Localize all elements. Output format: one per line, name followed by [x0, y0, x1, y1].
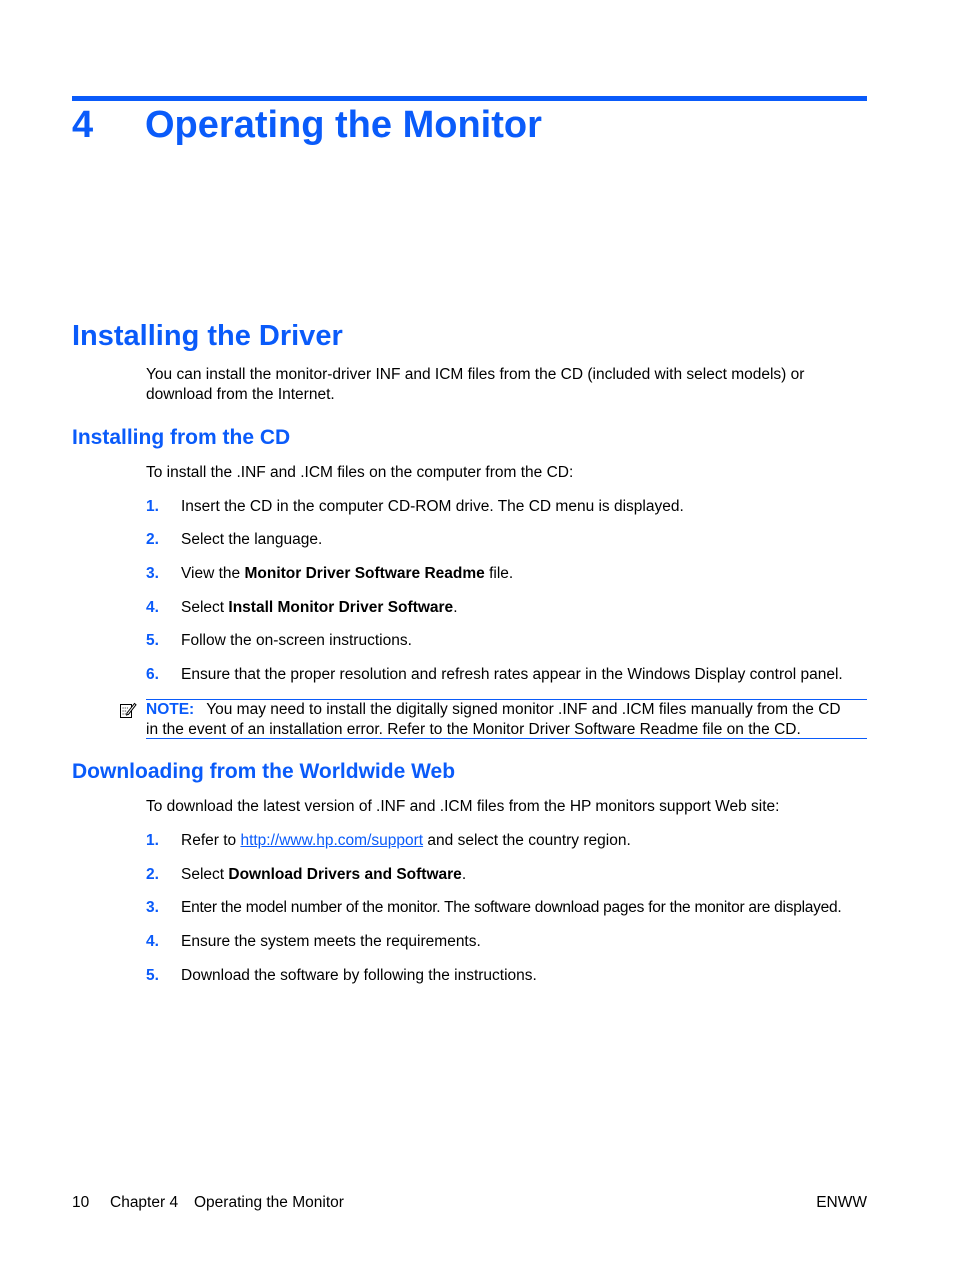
footer-code: ENWW: [816, 1194, 867, 1211]
step-number: 4.: [146, 933, 159, 950]
step-number: 5.: [146, 967, 159, 984]
note-box: [146, 699, 867, 739]
chapter-title: Operating the Monitor: [145, 104, 542, 146]
subsection-intro-cd: To install the .INF and .ICM files on the computer from the CD:: [146, 464, 574, 481]
step-number: 3.: [146, 565, 159, 582]
step-text: [181, 564, 871, 584]
step-text: Download the software by following the instructions.: [181, 967, 537, 984]
note-line: [146, 700, 867, 720]
step-number: 1.: [146, 832, 159, 849]
step-text-bold: Monitor Driver Software Readme: [244, 565, 485, 582]
step-text-part: Select: [181, 599, 229, 616]
note-line: in the event of an installation error. Refer to the Monitor Driver Software Readme file on the CD.: [146, 720, 801, 738]
step-text-part: and select the country region.: [423, 832, 631, 849]
step-number: 5.: [146, 632, 159, 649]
step-text: Ensure that the proper resolution and refresh rates appear in the Windows Display control panel.: [181, 666, 843, 683]
step-text: [181, 865, 871, 885]
intro-line: You can install the monitor-driver INF and ICM files from the CD (included with select models) or: [146, 366, 805, 383]
step-text-bold: Install Monitor Driver Software: [228, 599, 454, 616]
step-text: [181, 598, 871, 618]
subsection-heading-cd: Installing from the CD: [72, 426, 291, 449]
step-text: [181, 831, 871, 851]
subsection-heading-web: Downloading from the Worldwide Web: [72, 760, 456, 783]
subsection-intro-web: To download the latest version of .INF and .ICM files from the HP monitors support Web site:: [146, 798, 780, 815]
step-number: 1.: [146, 498, 159, 515]
step-text-part: Select: [181, 866, 229, 883]
step-text-part: .: [453, 599, 458, 616]
section-heading-installing-driver: Installing the Driver: [72, 320, 343, 352]
note-text: You may need to install the digitally signed monitor .INF and .ICM files manually from the CD: [206, 701, 841, 718]
step-text-part: View the: [181, 565, 245, 582]
step-text-bold: Download Drivers and Software: [228, 866, 462, 883]
footer-chapter-title: Operating the Monitor: [194, 1194, 344, 1211]
chapter-number: 4: [72, 104, 94, 146]
step-text: Select the language.: [181, 531, 323, 548]
section-intro: [146, 365, 868, 404]
step-text: Insert the CD in the computer CD-ROM drive. The CD menu is displayed.: [181, 498, 684, 515]
step-text-part: file.: [484, 565, 514, 582]
step-number: 4.: [146, 599, 159, 616]
note-label: NOTE:: [146, 701, 195, 718]
intro-line: download from the Internet.: [146, 385, 335, 403]
step-text: Follow the on-screen instructions.: [181, 632, 412, 649]
step-text: Enter the model number of the monitor. The software download pages for the monitor are displayed.: [181, 899, 842, 916]
step-text: Ensure the system meets the requirements.: [181, 933, 481, 950]
step-text-part: .: [461, 866, 467, 883]
step-text-part: Refer to: [181, 832, 241, 849]
step-number: 2.: [146, 866, 159, 883]
step-number: 2.: [146, 531, 159, 548]
footer-chapter-label: Chapter 4: [110, 1194, 179, 1211]
step-number: 6.: [146, 666, 159, 683]
step-number: 3.: [146, 899, 159, 916]
support-link[interactable]: http://www.hp.com/support: [240, 832, 424, 849]
note-pencil-icon: [119, 701, 137, 719]
footer-page-number: 10: [72, 1194, 90, 1211]
